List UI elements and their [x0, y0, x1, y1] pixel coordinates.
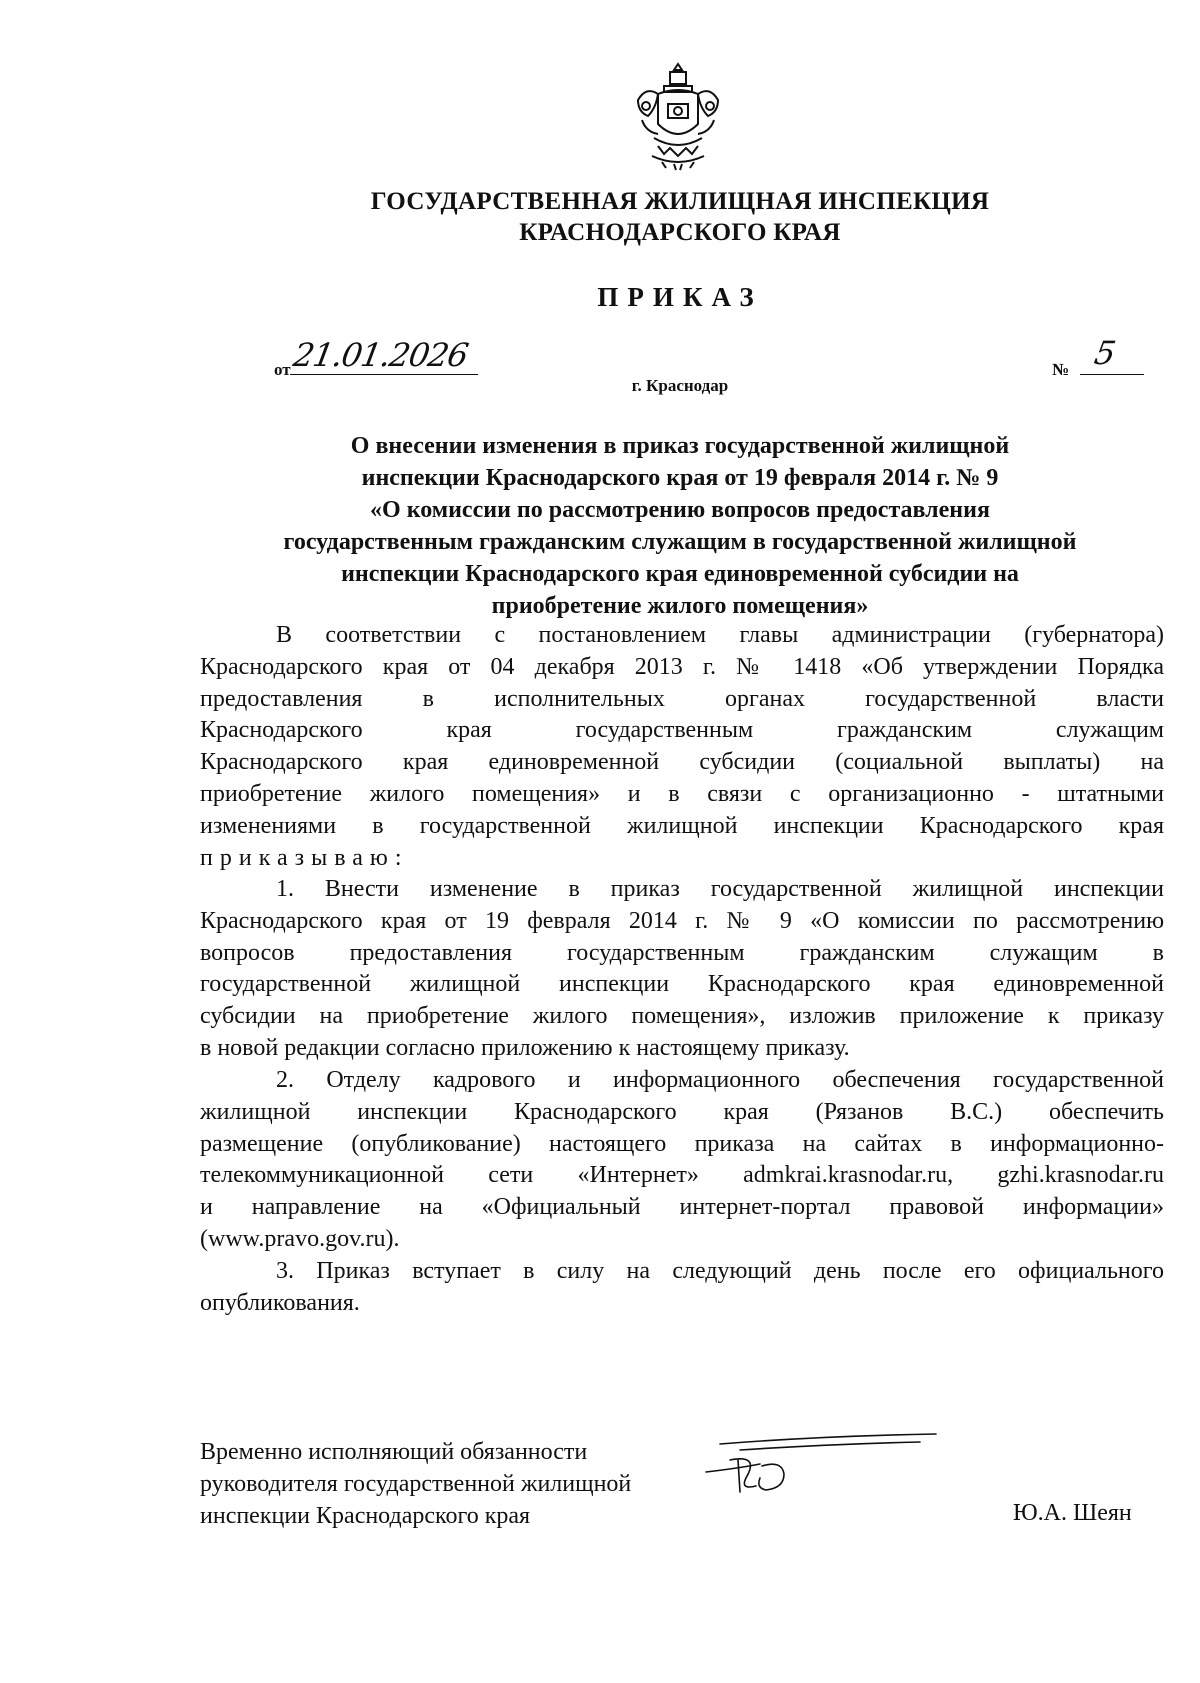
- text-line: Краснодарского края от 19 февраля 2014 г. № 9 «О комиссии по рассмотрению: [200, 907, 1164, 934]
- position-line: руководителя государственной жилищной: [200, 1470, 632, 1497]
- title-line: приобретение жилого помещения»: [491, 593, 869, 619]
- number-label: №: [1052, 360, 1070, 379]
- text-line: Краснодарского края государственным гражданским служащим: [200, 717, 1164, 744]
- text-line: 1. Внести изменение в приказ государственной жилищной инспекции: [276, 876, 1164, 902]
- text-line: вопросов предоставления государственным гражданским служащим в: [200, 939, 1164, 966]
- organization-name-line1: ГОСУДАРСТВЕННАЯ ЖИЛИЩНАЯ ИНСПЕКЦИЯ: [370, 188, 990, 215]
- order-title: [0, 430, 1200, 622]
- date-label: от: [274, 360, 291, 379]
- document-type: ПРИКАЗ: [597, 282, 763, 312]
- text-line: 2. Отделу кадрового и информационного обеспечения государственной: [276, 1067, 1164, 1093]
- item-2-paragraph: [200, 1065, 1164, 1256]
- signatory-position: [200, 1437, 631, 1532]
- title-line: «О комиссии по рассмотрению вопросов предоставления: [370, 497, 990, 523]
- handwritten-date: 21.01.2026: [290, 336, 471, 374]
- text-line: в новой редакции согласно приложению к настоящему приказу.: [200, 1034, 850, 1061]
- handwritten-number: 5: [1091, 334, 1119, 372]
- text-line: и направление на «Официальный интернет-портал правовой информации»: [200, 1194, 1164, 1221]
- city: г. Краснодар: [631, 376, 729, 395]
- signatory-name: Ю.А. Шеян: [1013, 1500, 1132, 1526]
- position-line: Временно исполняющий обязанности: [200, 1439, 588, 1465]
- item-1-paragraph: [200, 874, 1164, 1065]
- text-line: размещение (опубликование) настоящего приказа на сайтах в информационно-: [200, 1130, 1164, 1157]
- date-underline: [290, 374, 478, 375]
- text-line: изменениями в государственной жилищной инспекции Краснодарского края: [200, 812, 1164, 839]
- position-line: инспекции Краснодарского края: [200, 1502, 531, 1529]
- text-line: В соответствии с постановлением главы администрации (губернатора): [276, 622, 1164, 648]
- text-line: предоставления в исполнительных органах государственной власти: [200, 685, 1164, 712]
- text-line: Краснодарского края единовременной субсидии (социальной выплаты) на: [200, 749, 1164, 776]
- text-line: приобретение жилого помещения» и в связи с организационно - штатными: [200, 780, 1164, 807]
- number-underline: [1080, 374, 1144, 375]
- coat-of-arms-emblem: [628, 60, 728, 172]
- text-line: государственной жилищной инспекции Краснодарского края единовременной: [200, 971, 1164, 998]
- orders-keyword: приказываю:: [200, 844, 409, 871]
- text-line: 3. Приказ вступает в силу на следующий день после его официального: [276, 1258, 1164, 1284]
- text-line: телекоммуникационной сети «Интернет» admkrai.krasnodar.ru, gzhi.krasnodar.ru: [200, 1162, 1164, 1189]
- text-line: субсидии на приобретение жилого помещения», изложив приложение к приказу: [200, 1003, 1164, 1030]
- item-3-paragraph: [200, 1256, 1164, 1320]
- text-line: жилищной инспекции Краснодарского края (Рязанов В.С.) обеспечить: [200, 1098, 1164, 1125]
- text-line: Краснодарского края от 04 декабря 2013 г. № 1418 «Об утверждении Порядка: [200, 653, 1164, 680]
- title-line: О внесении изменения в приказ государственной жилищной: [350, 433, 1010, 459]
- handwritten-signature: [700, 1430, 940, 1500]
- organization-name-line2: КРАСНОДАРСКОГО КРАЯ: [519, 219, 841, 246]
- title-line: инспекции Краснодарского края от 19 февраля 2014 г. № 9: [361, 465, 999, 491]
- title-line: государственным гражданским служащим в государственной жилищной: [283, 529, 1077, 555]
- text-line: (www.pravo.gov.ru).: [200, 1225, 400, 1252]
- preamble-paragraph: [200, 620, 1164, 874]
- title-line: инспекции Краснодарского края единовременной субсидии на: [341, 561, 1019, 587]
- text-line: опубликования.: [200, 1289, 360, 1316]
